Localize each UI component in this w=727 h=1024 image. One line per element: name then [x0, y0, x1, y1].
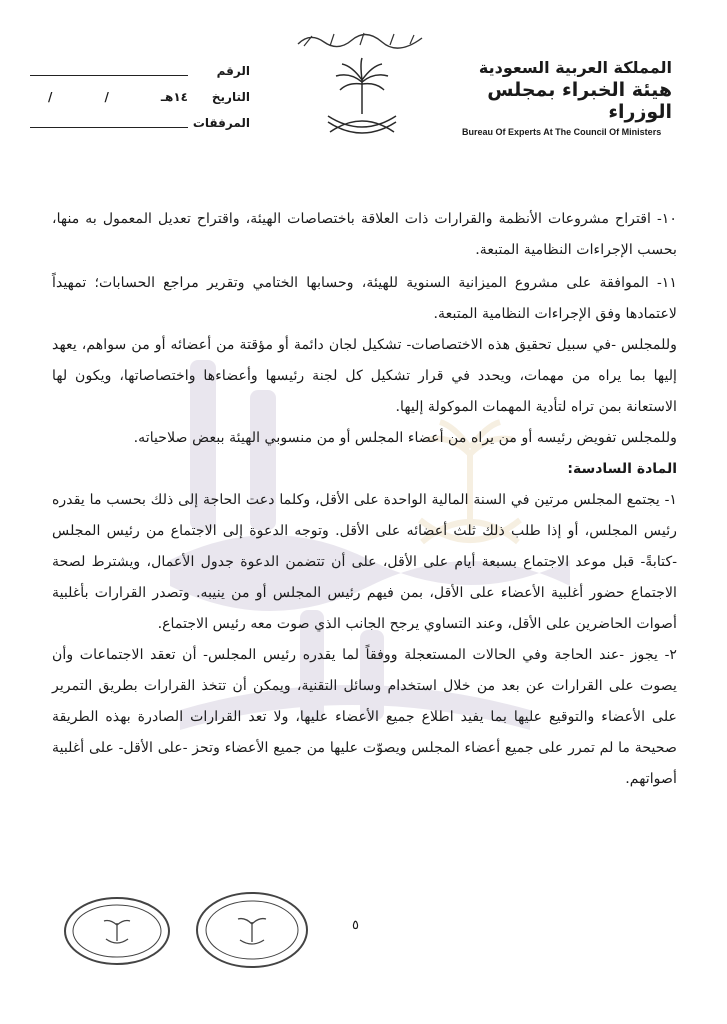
- clause-2: ٢- يجوز -عند الحاجة وفي الحالات المستعجلة ووفقاً لما يقدره رئيس المجلس- أن تعقد الاجتماعات وأن يصوت على القرارات عن بعد من خلال استخدام وسائل التقنية، ويمكن أن تتخذ القرارات بطريق التمرير على الأعضاء والتوقيع عليها بما يفيد اطلاع جميع الأعضاء عليها، ولا تعد القرارات الصادرة بهذه الطريقة صحيحة ما لم تمرر على جميع أعضاء المجلس ويصوّت عليها من جميع الأعضاء وتحز -على الأقل- على أغلبية أصواتهم.: [52, 647, 677, 787]
- official-seal-left: [62, 895, 172, 967]
- date-value: [48, 90, 188, 104]
- page-number: ٥: [352, 918, 359, 933]
- date-row: [30, 90, 250, 116]
- ref-number-label: الرقم: [216, 64, 250, 78]
- document-body: [52, 204, 677, 795]
- attachments-row: [30, 116, 250, 142]
- letterhead-organization: [462, 58, 672, 137]
- ref-number-line: [30, 75, 188, 76]
- basmala-calligraphy: [290, 28, 430, 50]
- date-label: التاريخ: [211, 90, 250, 104]
- saudi-emblem-icon: [322, 54, 402, 150]
- paragraph-delegation: وللمجلس تفويض رئيسه أو من يراه من أعضاء المجلس أو من منسوبي الهيئة ببعض صلاحياته.: [133, 430, 677, 446]
- attachments-line: [30, 127, 188, 128]
- ref-number-row: [30, 64, 250, 90]
- country-name: المملكة العربية السعودية: [478, 58, 672, 77]
- article-six-heading: المادة السادسة:: [567, 461, 677, 477]
- item-11: ١١- الموافقة على مشروع الميزانية السنوية للهيئة، وحسابها الختامي وتقرير مراجع الحسابات؛ تمهيداً لاعتمادها وفق الإجراءات النظامية المتبعة.: [52, 275, 677, 322]
- official-seal-right: [195, 890, 310, 970]
- date-suffix: ١٤هـ: [160, 90, 188, 104]
- paragraph-committees: وللمجلس -في سبيل تحقيق هذه الاختصاصات- تشكيل لجان دائمة أو مؤقتة من أعضائه أو من سواهم، يعهد إليها بما يراه من مهمات، ويحدد في قرار تشكيل كل لجنة رئيسها وأعضاءها واختصاصاتها، ويكون لها الاستعانة بمن تراه لتأدية المهمات الموكولة إليها.: [52, 337, 677, 415]
- item-10: ١٠- اقتراح مشروعات الأنظمة والقرارات ذات العلاقة باختصاصات الهيئة، واقتراح تعديل المعمول به منها، بحسب الإجراءات النظامية المتبعة.: [52, 211, 677, 258]
- date-separator: /: [104, 90, 109, 104]
- reference-fields: [30, 64, 250, 142]
- clause-1: ١- يجتمع المجلس مرتين في السنة المالية الواحدة على الأقل، وكلما دعت الحاجة إلى ذلك بحسب ما يقدره رئيس المجلس، أو إذا طلب ذلك ثلث أعضائه على الأقل. وتوجه الدعوة إلى الاجتماع من رئيس المجلس -كتابةً- قبل موعد الاجتماع بسبعة أيام على الأقل، على أن تتضمن الدعوة جدول الأعمال، ويشترط لصحة الاجتماع حضور أغلبية الأعضاء على الأقل، بمن فيهم رئيس المجلس أو من ينيبه. وتصدر القرارات بأغلبية أصوات الحاضرين على الأقل، وعند التساوي يرجح الجانب الذي صوت معه رئيس الاجتماع.: [52, 492, 677, 632]
- date-separator: /: [48, 90, 53, 104]
- organization-name: هيئة الخبراء بمجلس الوزراء: [487, 79, 672, 123]
- attachments-label: المرفقات: [192, 116, 250, 130]
- organization-name-english: Bureau Of Experts At The Council Of Ministers: [462, 127, 662, 137]
